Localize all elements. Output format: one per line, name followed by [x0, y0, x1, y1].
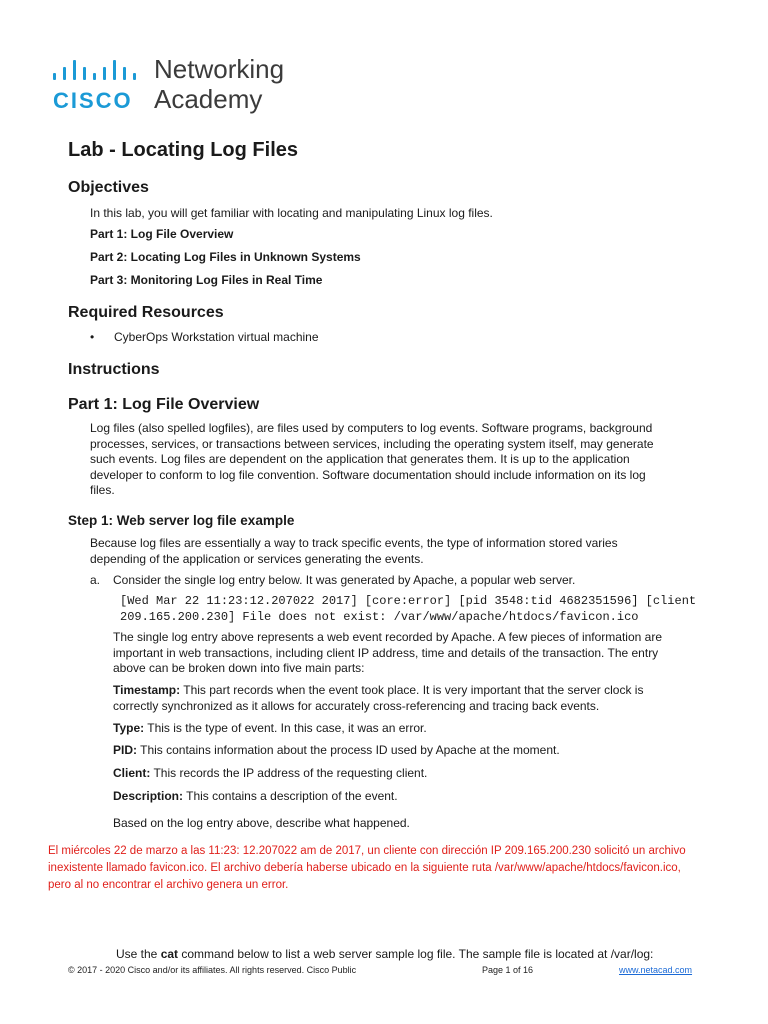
- field-text: This is the type of event. In this case, it was an error.: [144, 721, 427, 735]
- field-text: This records the IP address of the requesting client.: [150, 766, 428, 780]
- answer-text: [48, 843, 760, 894]
- entry-line: The single log entry above represents a web event recorded by Apache. A few pieces of information are: [113, 630, 662, 644]
- last-line-pre: Use the: [116, 947, 161, 961]
- part1-line: such events. Log files are dependent on the application that generates them. It is up to the application: [90, 452, 630, 466]
- objective-part-3: Part 3: Monitoring Log Files in Real Time: [90, 273, 323, 287]
- footer-link-wrapper: [619, 965, 692, 975]
- footer-page-number: Page 1 of 16: [482, 965, 534, 975]
- netacad-link[interactable]: www.netacad.com: [619, 965, 693, 975]
- entry-paragraph: [113, 630, 763, 677]
- question-text: Based on the log entry above, describe what happened.: [113, 816, 410, 830]
- part1-line: Log files (also spelled logfiles), are files used by computers to log events. Software programs, background: [90, 421, 653, 435]
- part1-paragraph: [90, 421, 760, 499]
- answer-line: inexistente llamado favicon.ico. El archivo debería haberse ubicado en la siguiente ruta /var/www/apache/htdocs/favicon.ico,: [48, 862, 681, 874]
- field-text-cont: correctly synchronized as it allows for accurately cross-referencing and tracing back events.: [113, 698, 600, 713]
- field-text: This contains a description of the event.: [183, 789, 398, 803]
- logo-line-networking: Networking: [154, 54, 285, 84]
- field-label: Timestamp:: [113, 683, 181, 697]
- item-a-text: Consider the single log entry below. It was generated by Apache, a popular web server.: [113, 573, 576, 587]
- part1-line: processes, services, or transactions between services, including the operating system itself, may generate: [90, 436, 654, 451]
- field-text: This contains information about the process ID used by Apache at the moment.: [137, 743, 560, 757]
- objectives-heading: Objectives: [68, 179, 149, 196]
- last-instruction: [116, 947, 653, 963]
- entry-line: above can be broken down into five main parts:: [113, 661, 365, 675]
- field-type: [113, 721, 427, 737]
- field-client: [113, 766, 427, 782]
- objective-part-1: Part 1: Log File Overview: [90, 227, 234, 241]
- field-label: PID:: [113, 743, 137, 757]
- field-text: This part records when the event took place. It is very important that the server clock is: [180, 683, 644, 697]
- field-label: Description:: [113, 789, 184, 803]
- cat-command: cat: [160, 947, 179, 961]
- footer-copyright: © 2017 - 2020 Cisco and/or its affiliates. All rights reserved. Cisco Public: [68, 965, 357, 975]
- field-label: Client:: [113, 766, 151, 780]
- field-label: Type:: [113, 721, 145, 735]
- resources-item: CyberOps Workstation virtual machine: [114, 330, 319, 344]
- step1-line: depending of the application or services generating the events.: [90, 551, 424, 566]
- objective-part-2: Part 2: Locating Log Files in Unknown Systems: [90, 250, 361, 264]
- step1-heading: Step 1: Web server log file example: [68, 513, 295, 528]
- answer-line: El miércoles 22 de marzo a las 11:23: 12.207022 am de 2017, un cliente con dirección IP 209.165.200.230 solicitó un archivo: [48, 845, 686, 857]
- item-a-marker: a.: [90, 573, 101, 587]
- resources-bullet: •: [90, 330, 95, 344]
- step1-line: Because log files are essentially a way to track specific events, the type of information stored varies: [90, 536, 618, 550]
- step1-paragraph: [90, 536, 760, 567]
- cisco-wordmark: CISCO: [53, 88, 133, 113]
- part1-line: files.: [90, 483, 115, 497]
- resources-heading: Required Resources: [68, 304, 224, 321]
- log-entry-code: [120, 594, 696, 625]
- page-title: Lab - Locating Log Files: [68, 139, 298, 161]
- cisco-networking-academy-logo: [53, 54, 313, 118]
- cisco-bars-icon: [53, 58, 145, 80]
- answer-line: pero al no encontrar el archivo genera un error.: [48, 879, 289, 891]
- last-line-post: command below to list a web server sample log file. The sample file is located at /var/log:: [178, 947, 654, 961]
- logo-line-academy: Academy: [154, 84, 263, 114]
- field-timestamp: [113, 683, 763, 714]
- objectives-intro: In this lab, you will get familiar with locating and manipulating Linux log files.: [90, 206, 493, 220]
- instructions-heading: Instructions: [68, 361, 160, 378]
- field-description: [113, 789, 398, 805]
- log-entry-line: [Wed Mar 22 11:23:12.207022 2017] [core:error] [pid 3548:tid 4682351596] [client: [120, 594, 697, 608]
- field-pid: [113, 743, 560, 759]
- part1-heading: Part 1: Log File Overview: [68, 396, 260, 413]
- entry-line: important in web transactions, including client IP address, time and details of the transaction. The entry: [113, 645, 659, 660]
- log-entry-line: 209.165.200.230] File does not exist: /var/www/apache/htdocs/favicon.ico: [120, 609, 639, 624]
- part1-line: developer to conform to log file convention. Software documentation should include information on its log: [90, 467, 646, 482]
